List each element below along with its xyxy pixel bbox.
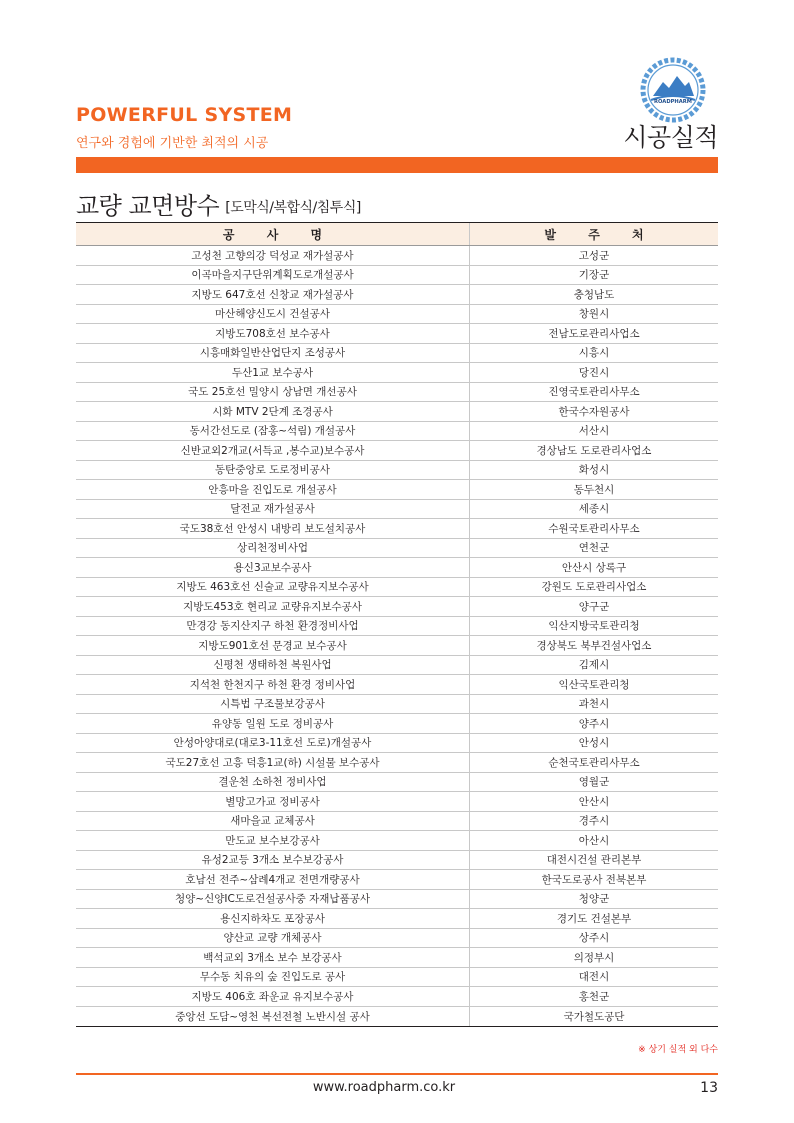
client-cell: 경상남도 도로관리사업소 — [536, 444, 652, 457]
table-row — [76, 968, 718, 988]
project-name-cell: 마산해양신도시 건설공사 — [76, 305, 470, 324]
table-header-row — [76, 223, 718, 246]
table-row — [76, 285, 718, 305]
table-row — [76, 812, 718, 832]
table-row — [76, 773, 718, 793]
project-name-cell: 안성아양대로(대로3-11호선 도로)개설공사 — [76, 734, 470, 753]
client-cell: 익산지방국토관리청 — [548, 620, 640, 633]
project-name-cell: 상리천정비사업 — [76, 539, 470, 558]
header-project-name: 공 사 명 — [76, 223, 470, 245]
project-name-cell: 결운천 소하천 정비사업 — [76, 773, 470, 792]
table-row — [76, 948, 718, 968]
client-cell: 대전시건설 관리본부 — [546, 854, 642, 867]
table-row — [76, 831, 718, 851]
client-cell: 당진시 — [578, 366, 610, 379]
client-cell: 대전시 — [578, 971, 610, 984]
client-cell: 의정부시 — [573, 951, 615, 964]
table-row — [76, 539, 718, 559]
table-row — [76, 597, 718, 617]
client-cell: 화성시 — [578, 464, 610, 477]
project-name-cell: 무수동 치유의 숲 진입도로 공사 — [76, 968, 470, 987]
project-name-cell: 만도교 보수보강공사 — [76, 831, 470, 850]
client-cell: 안성시 — [578, 737, 610, 750]
table-row — [76, 734, 718, 754]
table-row — [76, 870, 718, 890]
table-row — [76, 656, 718, 676]
project-name-cell: 별망고가교 정비공사 — [76, 792, 470, 811]
page-number: 13 — [700, 1080, 718, 1096]
client-cell: 진영국토관리사무소 — [548, 386, 640, 399]
table-row — [76, 929, 718, 949]
project-name-cell: 달전교 재가설공사 — [76, 500, 470, 519]
project-name-cell: 지석천 한천지구 하천 환경 정비사업 — [76, 675, 470, 694]
project-name-cell: 국도27호선 고흥 덕흥1교(하) 시설물 보수공사 — [76, 753, 470, 772]
client-cell: 안산시 — [578, 795, 610, 808]
table-row — [76, 246, 718, 266]
project-name-cell: 지방도453호 현리교 교량유지보수공사 — [76, 597, 470, 616]
client-cell: 수원국토관리사무소 — [548, 522, 640, 535]
records-table — [76, 222, 718, 1027]
project-name-cell: 이곡마을지구단위계획도로개설공사 — [76, 266, 470, 285]
table-row — [76, 383, 718, 403]
client-cell: 경상북도 북부건설사업소 — [536, 639, 652, 652]
client-cell: 서산시 — [578, 425, 610, 438]
client-cell: 안산시 상록구 — [561, 561, 627, 574]
client-cell: 양주시 — [578, 717, 610, 730]
client-cell: 영월군 — [578, 776, 610, 789]
table-row — [76, 890, 718, 910]
client-cell: 연천군 — [578, 542, 610, 555]
client-cell: 홍천군 — [578, 990, 610, 1003]
table-row — [76, 636, 718, 656]
client-cell: 경기도 건설본부 — [556, 912, 632, 925]
table-row — [76, 344, 718, 364]
table-row — [76, 909, 718, 929]
project-name-cell: 고성천 고향의강 덕성교 재가설공사 — [76, 246, 470, 265]
company-logo — [639, 56, 707, 124]
client-cell: 김제시 — [578, 659, 610, 672]
project-name-cell: 새마을교 교체공사 — [76, 812, 470, 831]
client-cell: 과천시 — [578, 698, 610, 711]
table-row — [76, 305, 718, 325]
project-name-cell: 신평천 생태하천 복원사업 — [76, 656, 470, 675]
project-name-cell: 지방도708호선 보수공사 — [76, 324, 470, 343]
table-row — [76, 792, 718, 812]
client-cell: 한국도로공사 전북본부 — [541, 873, 647, 886]
project-name-cell: 시특법 구조물보강공사 — [76, 695, 470, 714]
table-row — [76, 422, 718, 442]
client-cell: 한국수자원공사 — [558, 405, 630, 418]
client-cell: 시흥시 — [578, 347, 610, 360]
table-row — [76, 675, 718, 695]
project-name-cell: 유성2교등 3개소 보수보강공사 — [76, 851, 470, 870]
project-name-cell: 호남선 전주~삼례4개교 전면개량공사 — [76, 870, 470, 889]
table-row — [76, 617, 718, 637]
table-row — [76, 1007, 718, 1027]
table-row — [76, 987, 718, 1007]
client-cell: 양구군 — [578, 600, 610, 613]
table-row — [76, 324, 718, 344]
table-row — [76, 402, 718, 422]
client-cell: 고성군 — [578, 249, 610, 262]
logo-text: ROADPHARM — [654, 99, 692, 105]
page-title-sub: [도막식/복합식/침투식] — [225, 200, 361, 216]
table-row — [76, 461, 718, 481]
project-name-cell: 만경강 동지산지구 하천 환경정비사업 — [76, 617, 470, 636]
footnote: ※ 상기 실적 외 다수 — [638, 1045, 718, 1055]
project-name-cell: 용신지하차도 포장공사 — [76, 909, 470, 928]
project-name-cell: 시흥매화일반산업단지 조성공사 — [76, 344, 470, 363]
project-name-cell: 양산교 교량 개체공사 — [76, 929, 470, 948]
table-row — [76, 266, 718, 286]
client-cell: 전남도로관리사업소 — [548, 327, 640, 340]
client-cell: 국가철도공단 — [563, 1010, 625, 1023]
page-title — [76, 186, 361, 221]
project-name-cell: 신반교외2개교(서득교 ,봉수교)보수공사 — [76, 441, 470, 460]
client-cell: 동두천시 — [573, 483, 615, 496]
project-name-cell: 두산1교 보수공사 — [76, 363, 470, 382]
header-bar — [76, 157, 718, 173]
client-cell: 충청남도 — [573, 288, 615, 301]
project-name-cell: 시화 MTV 2단계 조경공사 — [76, 402, 470, 421]
header-client: 발 주 처 — [544, 227, 658, 242]
brand-subtitle: 연구와 경험에 기반한 최적의 시공 — [76, 136, 269, 151]
table-row — [76, 695, 718, 715]
brand-title: POWERFUL SYSTEM — [76, 104, 293, 126]
project-name-cell: 동탄중앙로 도로정비공사 — [76, 461, 470, 480]
project-name-cell: 청양~신양IC도로건설공사중 자재납품공사 — [76, 890, 470, 909]
table-row — [76, 578, 718, 598]
project-name-cell: 안흥마을 진입도로 개설공사 — [76, 480, 470, 499]
project-name-cell: 중앙선 도담~영천 복선전철 노반시설 공사 — [76, 1007, 470, 1027]
table-row — [76, 714, 718, 734]
client-cell: 강원도 도로관리사업소 — [541, 581, 647, 594]
table-row — [76, 753, 718, 773]
client-cell: 창원시 — [578, 308, 610, 321]
project-name-cell: 지방도 647호선 신창교 재가설공사 — [76, 285, 470, 304]
table-row — [76, 558, 718, 578]
client-cell: 기장군 — [578, 269, 610, 282]
project-name-cell: 유양동 일원 도로 정비공사 — [76, 714, 470, 733]
table-row — [76, 500, 718, 520]
footer-url: www.roadpharm.co.kr — [312, 1080, 456, 1095]
table-row — [76, 480, 718, 500]
client-cell: 경주시 — [578, 815, 610, 828]
project-name-cell: 지방도901호선 문경교 보수공사 — [76, 636, 470, 655]
table-row — [76, 363, 718, 383]
table-row — [76, 441, 718, 461]
client-cell: 청양군 — [578, 893, 610, 906]
project-name-cell: 지방도 463호선 신술교 교량유지보수공사 — [76, 578, 470, 597]
project-name-cell: 용신3교보수공사 — [76, 558, 470, 577]
client-cell: 상주시 — [578, 932, 610, 945]
project-name-cell: 동서간선도로 (잠홍~석림) 개설공사 — [76, 422, 470, 441]
project-name-cell: 국도 25호선 밀양시 상남면 개선공사 — [76, 383, 470, 402]
section-label: 시공실적 — [623, 123, 718, 152]
project-name-cell: 백석교외 3개소 보수 보강공사 — [76, 948, 470, 967]
project-name-cell: 지방도 406호 좌운교 유지보수공사 — [76, 987, 470, 1006]
table-row — [76, 851, 718, 871]
client-cell: 순천국토관리사무소 — [548, 756, 640, 769]
client-cell: 아산시 — [578, 834, 610, 847]
client-cell: 세종시 — [578, 503, 610, 516]
page-title-main: 교량 교면방수 — [76, 192, 220, 220]
table-row — [76, 519, 718, 539]
project-name-cell: 국도38호선 안성시 내방리 보도설치공사 — [76, 519, 470, 538]
footer-line — [76, 1073, 718, 1075]
client-cell: 익산국토관리청 — [558, 678, 630, 691]
